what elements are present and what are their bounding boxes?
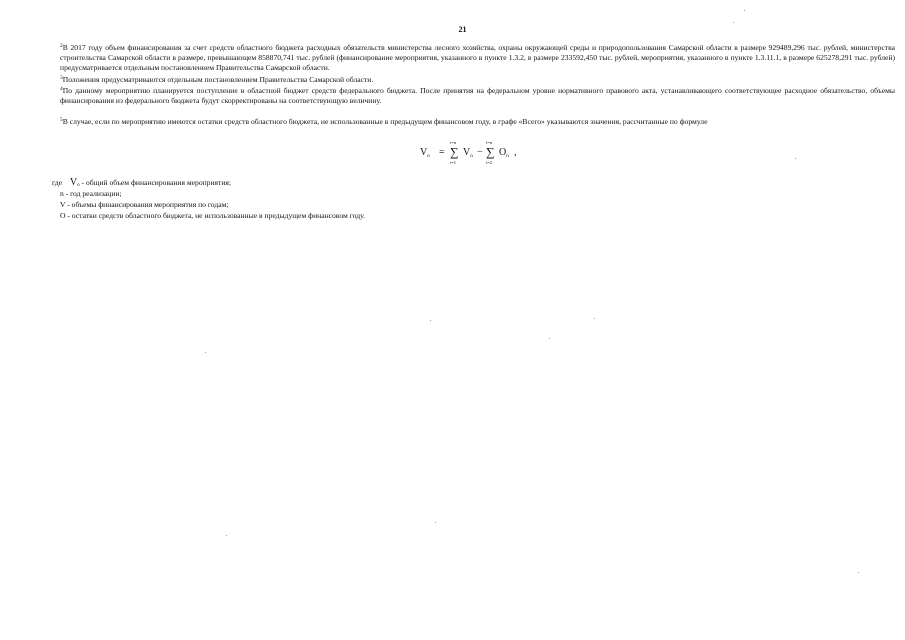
term1-sub: n <box>470 154 473 159</box>
sum2-upper: i=n <box>486 140 493 145</box>
footnote-3 <box>60 75 373 85</box>
footnote-text: В случае, если по мероприятию имеются остатки средств областного бюджета, не использованные в предыдущем финансовом году, в графе «Всего» указываются значения, рассчитанные по формуле <box>62 117 708 126</box>
term1-symbol: V <box>463 147 471 158</box>
formula-term2 <box>499 147 509 159</box>
footnote-4 <box>60 86 895 106</box>
scan-speck <box>430 320 431 321</box>
footnote-text: Положения предусматриваются отдельным постановлением Правительства Самарской области. <box>62 75 374 84</box>
formula-minus: − <box>477 147 483 158</box>
footnote-5 <box>60 117 707 127</box>
term2-symbol: O <box>499 147 507 158</box>
footnote-marker: 4 <box>60 86 63 92</box>
footnote-marker: 2 <box>60 43 63 49</box>
legend-symbol-sub: o <box>77 183 80 188</box>
sum2-lower: i=2 <box>486 160 493 165</box>
scan-speck <box>226 535 227 536</box>
sum1-upper: i=n <box>450 140 457 145</box>
formula-trail: , <box>514 147 517 158</box>
scan-speck <box>549 338 550 339</box>
footnote-text: По данному мероприятию планируется поступление в областной бюджет средств федерального бюджета. После принятия на федеральном уровне нормативного правового акта, устанавливающего соответствующее расходное обязательство, объемы финансирования из федерального бюджета будут скорректированы на соответствующую величину. <box>60 86 895 105</box>
footnote-marker: 3 <box>60 75 63 81</box>
term2-sub: n <box>506 154 509 159</box>
legend-text: - общий объем финансирования мероприятия; <box>79 178 232 187</box>
footnote-text: В 2017 году объем финансирования за счет средств областного бюджета расходных обязательств министерства лесного хозяйства, охраны окружающей среды и природопользования Самарской области в размере 929489,296 тыс. рублей, министерства строительства Самарской области в размере, превышающем 858870,741 тыс. рублей (финансирование мероприятия, указанного в пункте 1.3.2, в размере 233592,450 тыс. рублей, мероприятия, указанного в пункте 1.3.11.1, в размере 625278,291 тыс. рублей) предусматривается отдельным постановлением Правительства Самарской области. <box>60 43 895 72</box>
footnote-2 <box>60 43 895 73</box>
formula-lhs-sub: o <box>427 154 430 159</box>
legend-row-o <box>60 211 365 221</box>
formula-lhs <box>420 147 430 159</box>
legend-text: V - объемы финансирования мероприятия по годам; <box>60 200 229 209</box>
legend-row-n <box>60 189 122 199</box>
scan-speck <box>435 522 436 523</box>
sum1-sigma-icon: ∑ <box>450 145 459 159</box>
sum1-lower: i=1 <box>450 160 457 165</box>
scan-speck <box>744 10 745 11</box>
formula-term1 <box>463 147 473 159</box>
scan-speck <box>795 158 796 159</box>
scan-speck <box>858 572 859 573</box>
page-number: 21 <box>458 25 467 34</box>
legend-text: n - год реализации; <box>60 189 122 198</box>
scan-speck <box>594 318 595 319</box>
formula-lhs-symbol: V <box>420 147 428 158</box>
formula-equals: = <box>439 147 445 158</box>
scan-speck <box>733 22 734 23</box>
legend-intro: где <box>52 178 62 187</box>
footnote-marker: 5 <box>60 117 63 123</box>
legend-row-v <box>60 200 229 210</box>
legend-symbol: V <box>69 177 78 188</box>
sum2-sigma-icon: ∑ <box>486 145 495 159</box>
scan-speck <box>205 352 206 353</box>
legend-text: O - остатки средств областного бюджета, не использованные в предыдущем финансовом году. <box>60 211 365 220</box>
